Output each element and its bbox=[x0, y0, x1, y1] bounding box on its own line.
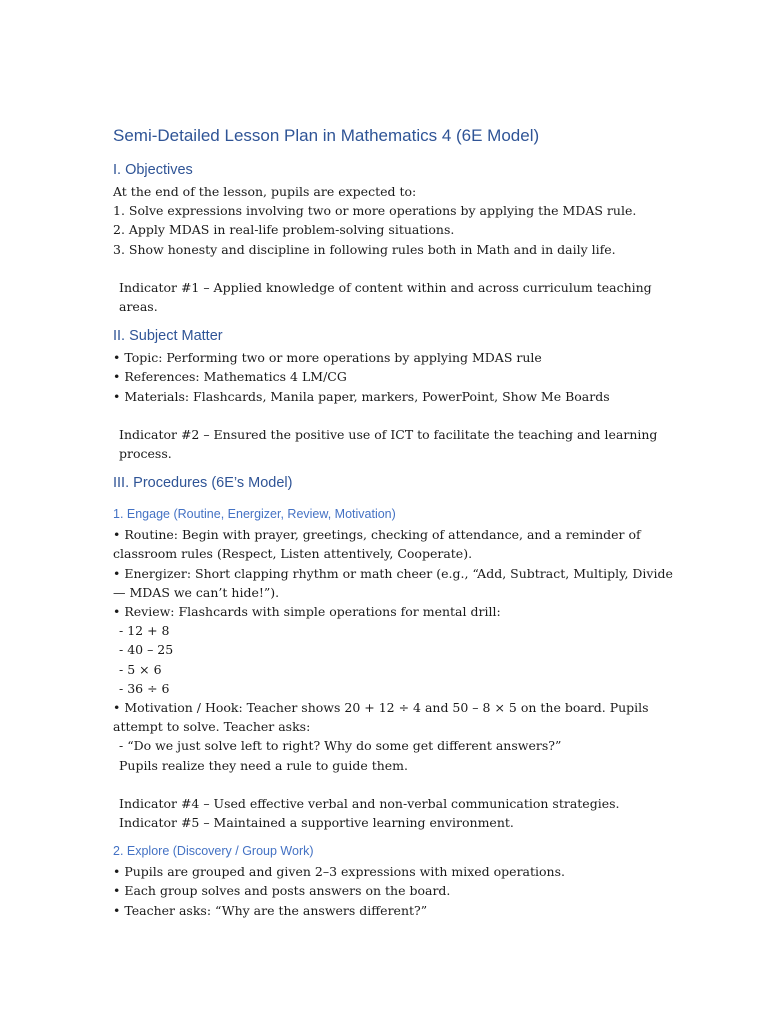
explore-heading: 2. Explore (Discovery / Group Work) bbox=[113, 844, 314, 859]
subject-matter-topic: • Topic: Performing two or more operations by applying MDAS rule bbox=[113, 350, 542, 366]
engage-heading: 1. Engage (Routine, Energizer, Review, Motivation) bbox=[113, 507, 396, 522]
drill-item-2: - 40 – 25 bbox=[119, 642, 174, 658]
engage-routine: • Routine: Begin with prayer, greetings, checking of attendance, and a reminder of classroom rules (Respect, Listen attentively, Cooperate). bbox=[113, 527, 641, 562]
objective-item-2: 2. Apply MDAS in real-life problem-solving situations. bbox=[113, 222, 455, 238]
engage-motivation: • Motivation / Hook: Teacher shows 20 + 12 ÷ 4 and 50 – 8 × 5 on the board. Pupils attempt to solve. Teacher asks: bbox=[113, 700, 649, 735]
procedures-heading: III. Procedures (6E’s Model) bbox=[113, 475, 293, 492]
objectives-heading: I. Objectives bbox=[113, 162, 193, 178]
engage-energizer: • Energizer: Short clapping rhythm or math cheer (e.g., “Add, Subtract, Multiply, Divide — MDAS we can’t hide!”). bbox=[113, 565, 673, 600]
engage-realize: Pupils realize they need a rule to guide them. bbox=[119, 757, 409, 773]
subject-matter-heading: II. Subject Matter bbox=[113, 328, 223, 345]
indicator-5: Indicator #5 – Maintained a supportive learning environment. bbox=[119, 815, 514, 831]
engage-review: • Review: Flashcards with simple operations for mental drill: bbox=[113, 604, 501, 620]
drill-item-1: - 12 + 8 bbox=[119, 623, 170, 639]
indicator-4: Indicator #4 – Used effective verbal and non-verbal communication strategies. bbox=[119, 795, 620, 811]
engage-question: - “Do we just solve left to right? Why do some get different answers?” bbox=[119, 738, 562, 754]
objective-item-3: 3. Show honesty and discipline in following rules both in Math and in daily life. bbox=[113, 241, 616, 257]
indicator-2: Indicator #2 – Ensured the positive use of ICT to facilitate the teaching and learning process. bbox=[119, 426, 658, 462]
explore-item-1: • Pupils are grouped and given 2–3 expressions with mixed operations. bbox=[113, 864, 565, 880]
lesson-plan-document bbox=[113, 124, 673, 920]
indicator-1: Indicator #1 – Applied knowledge of content within and across curriculum teaching areas. bbox=[119, 279, 652, 315]
subject-matter-materials: • Materials: Flashcards, Manila paper, markers, PowerPoint, Show Me Boards bbox=[113, 388, 610, 404]
document-title: Semi-Detailed Lesson Plan in Mathematics 4 (6E Model) bbox=[113, 126, 540, 145]
drill-item-4: - 36 ÷ 6 bbox=[119, 680, 170, 696]
explore-item-2: • Each group solves and posts answers on the board. bbox=[113, 883, 451, 899]
subject-matter-references: • References: Mathematics 4 LM/CG bbox=[113, 369, 347, 385]
objectives-intro: At the end of the lesson, pupils are expected to: bbox=[113, 184, 417, 199]
drill-item-3: - 5 × 6 bbox=[119, 661, 162, 677]
explore-item-3: • Teacher asks: “Why are the answers different?” bbox=[113, 902, 428, 918]
objective-item-1: 1. Solve expressions involving two or more operations by applying the MDAS rule. bbox=[113, 203, 637, 219]
